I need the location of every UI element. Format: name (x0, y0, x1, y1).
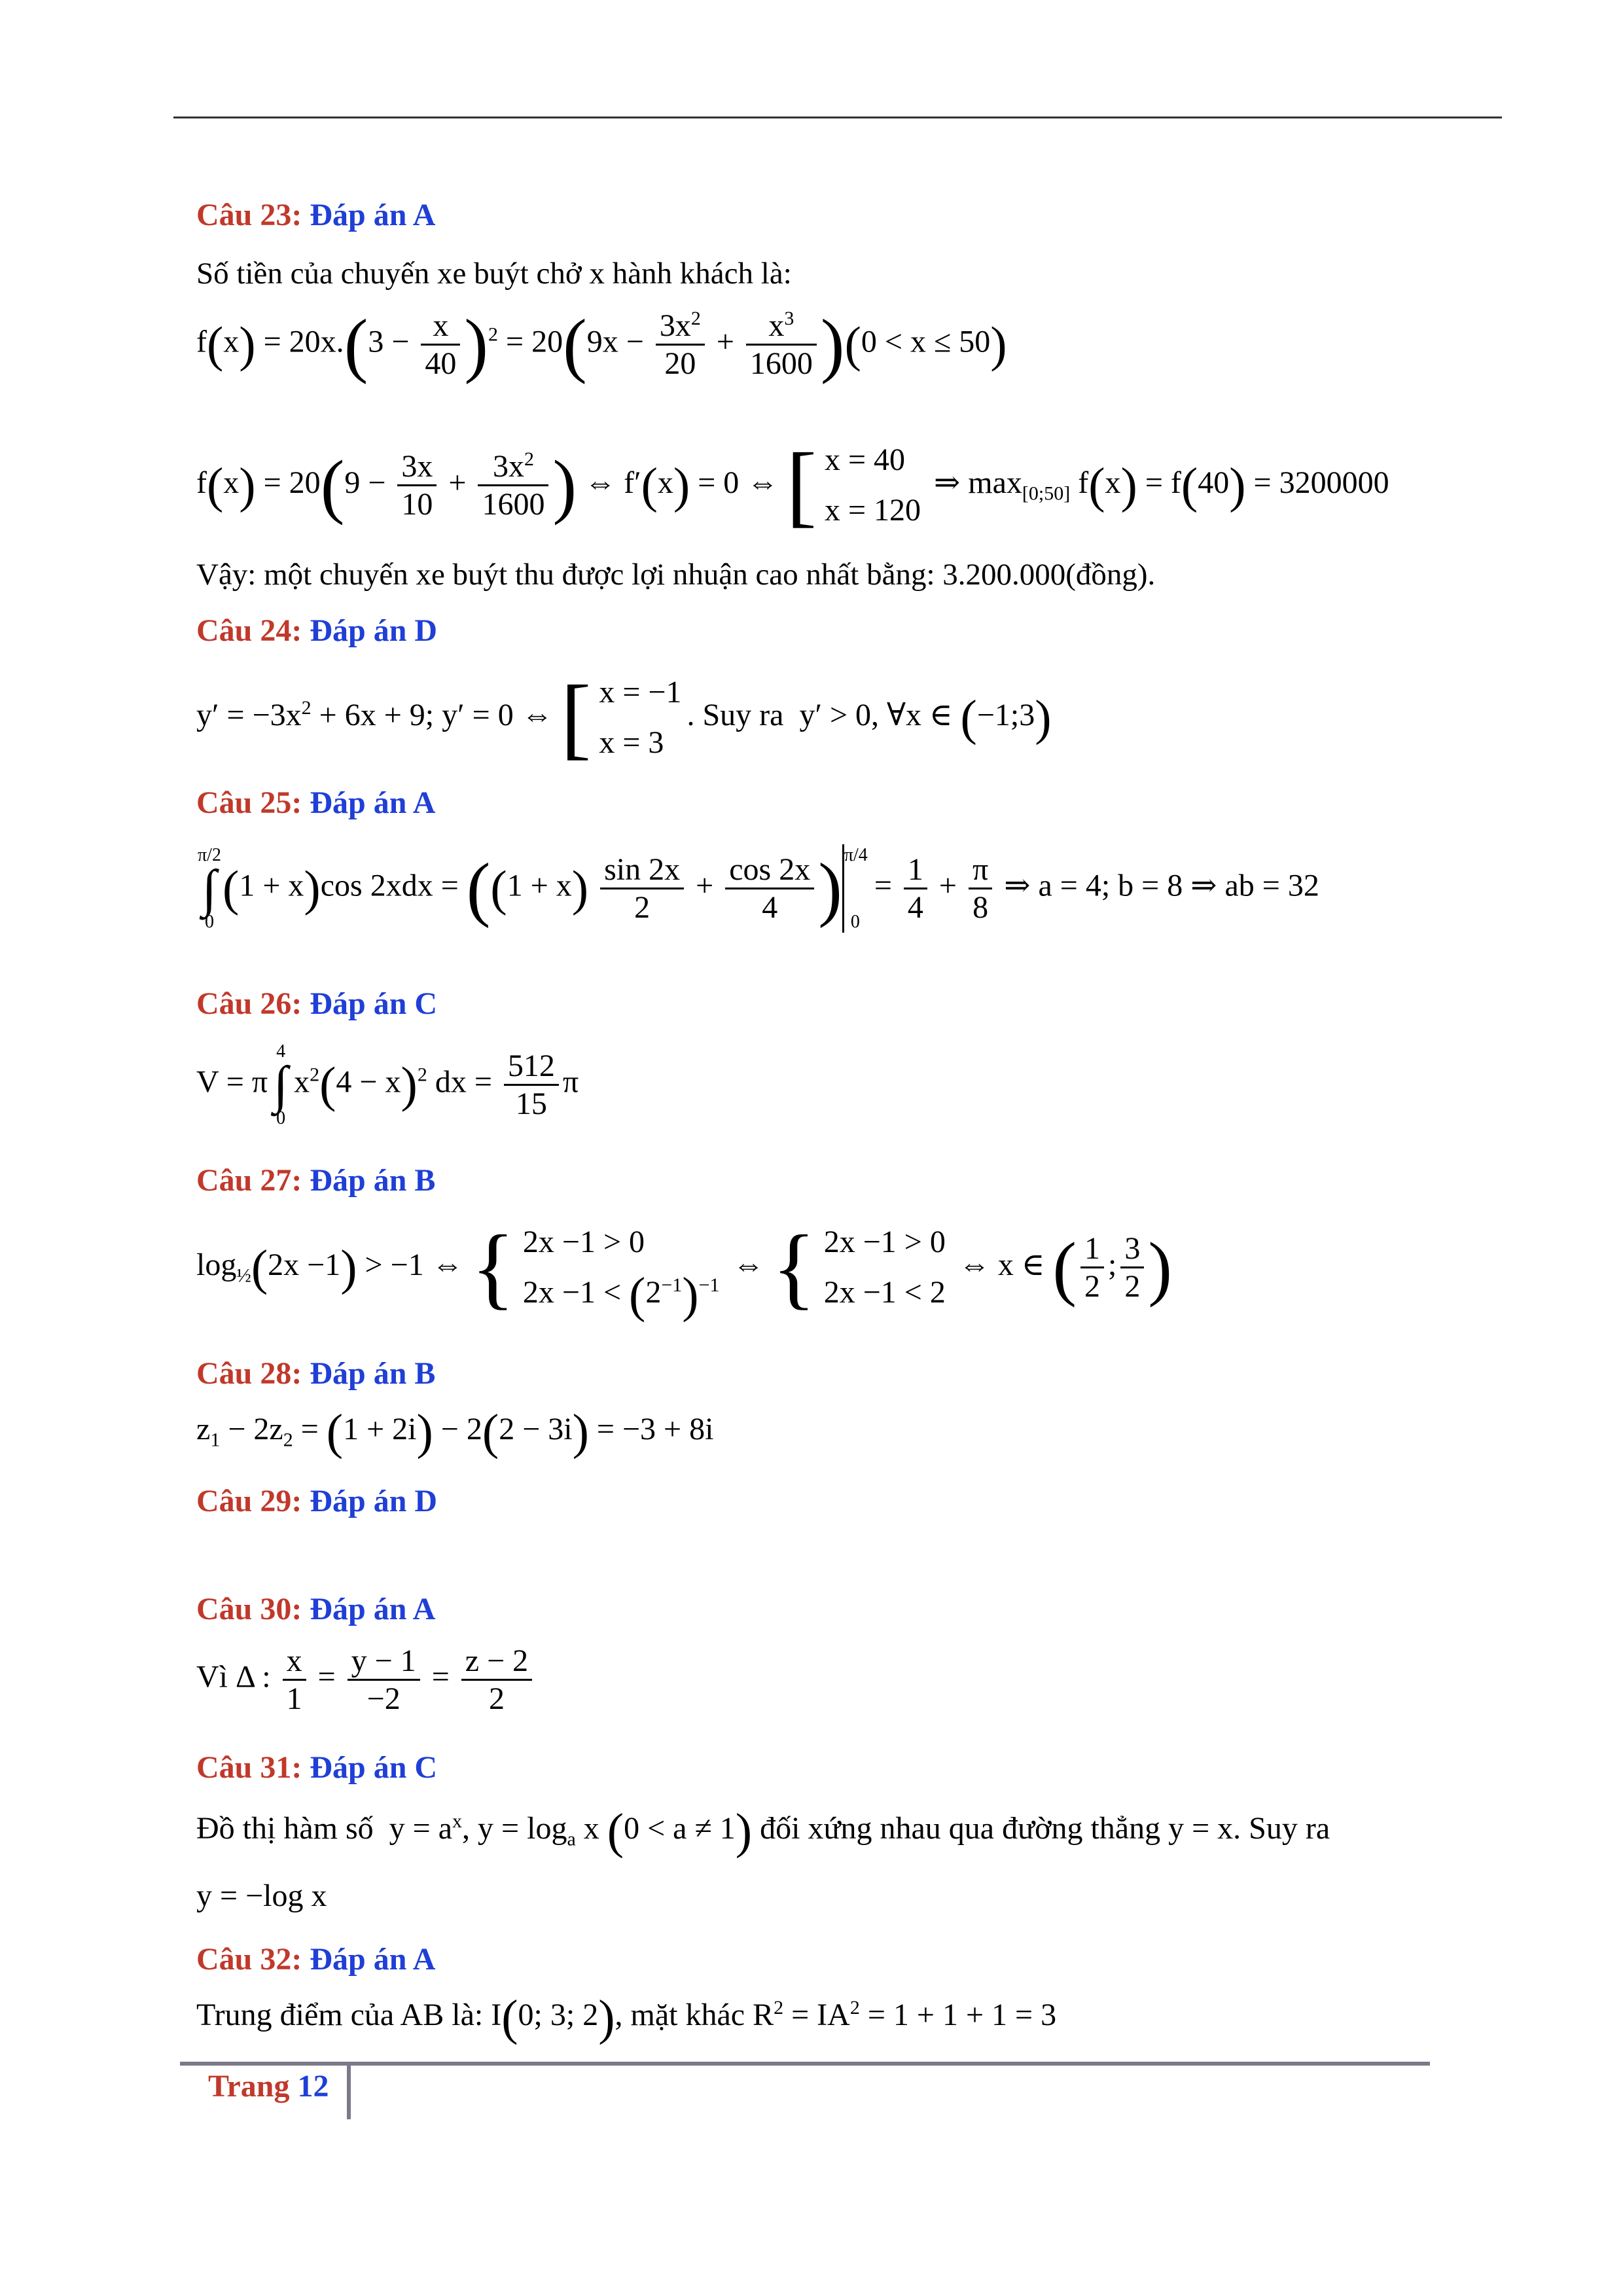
question-number: Câu 24: (196, 613, 302, 648)
q30-heading (196, 1590, 435, 1628)
question-number: Câu 25: (196, 785, 302, 820)
q31-body: Đồ thị hàm số $y = a^x$, $y = \log_a x$ (0 < a ≠ 1) đối xứng nhau qua đường thẳng y = x. Suy ra (196, 1803, 1330, 1859)
answer-key: Đáp án C (310, 986, 438, 1021)
q27-formula: $\log_{\frac{1}{2}}(2x -1) > -1$ ⇔ { 2x −1 > 0 $2x -1 < (2^{-1})^{-1}$ ⇔ { 2x −1 > 0 2x −1 < 2 ⇔ x ∈ ( $\frac{1}{2}$ ; $\frac{3}{2}$ ) (196, 1216, 1172, 1323)
q23-heading (196, 196, 435, 234)
q31-text-b: đối xứng nhau qua đường thẳng y = x. Suy ra (760, 1811, 1330, 1846)
question-number: Câu 30: (196, 1592, 302, 1626)
answer-key: Đáp án B (310, 1356, 436, 1391)
q31-result: y = −log x (196, 1878, 327, 1913)
answer-key: Đáp án A (310, 1942, 436, 1977)
footer-rule (180, 2062, 1430, 2066)
answer-key: Đáp án A (310, 785, 436, 820)
answer-key: Đáp án A (310, 198, 436, 232)
q28-heading (196, 1355, 435, 1393)
answer-key: Đáp án A (310, 1592, 436, 1626)
q23-intro: Số tiền của chuyến xe buýt chở x hành khách là: (196, 257, 792, 291)
q30-formula: Vì Δ : $\frac{x}{1}$ = $\frac{y - 1}{-2}$ = $\frac{z - 2}{2}$ (196, 1643, 536, 1717)
answer-key: Đáp án B (310, 1163, 436, 1198)
page-number: 12 (297, 2069, 329, 2104)
question-number: Câu 28: (196, 1356, 302, 1391)
page-label: Trang (208, 2069, 290, 2104)
question-number: Câu 31: (196, 1750, 302, 1785)
q31-heading (196, 1749, 437, 1787)
question-number: Câu 29: (196, 1484, 302, 1518)
q29-heading (196, 1482, 437, 1520)
footer-divider (347, 2066, 351, 2119)
q25-heading (196, 784, 435, 822)
q32-text-a: Trung điểm của AB là: (196, 1998, 484, 2032)
answer-key: Đáp án C (310, 1750, 438, 1785)
answer-key: Đáp án D (310, 1484, 438, 1518)
q32-text-b: , mặt khác (615, 1998, 745, 2032)
question-number: Câu 26: (196, 986, 302, 1021)
question-number: Câu 23: (196, 198, 302, 232)
q26-heading (196, 985, 437, 1023)
q23-conclusion: Vậy: một chuyến xe buýt thu được lợi nhuận cao nhất bằng: 3.200.000(đồng). (196, 558, 1156, 592)
q32-body: Trung điểm của AB là: I(0; 3; 2), mặt khác $R^2 = IA^2 = 1 + 1 + 1 = 3$ (196, 1990, 1057, 2045)
q24-formula: $y' = -3x^2 + 6x + 9$; y′ = 0 ⇔ [ x = −1 x = 3 . Suy ra y′ > 0, ∀x ∈ (−1;3) (196, 666, 1052, 768)
q26-formula: V = π 4 ∫ 0 $x^2(4 - x)^2$ dx = $\frac{512}{15}$ π (196, 1041, 579, 1128)
q32-heading (196, 1941, 435, 1979)
q25-formula: π/2 ∫ 0 (1 + x)cos 2xdx = ((1 + x) $\frac{\sin 2x}{2}$ + $\frac{\cos 2x}{4}$ ) π/4 0 = $\frac{1}{4}$ + $\frac{\pi}{8}$ ⇒ a = 4; b = 8 ⇒ ab = 32 (198, 845, 1319, 932)
q27-heading (196, 1162, 435, 1200)
q30-prefix: Vì (196, 1659, 228, 1695)
question-number: Câu 27: (196, 1163, 302, 1198)
answer-key: Đáp án D (310, 613, 438, 648)
q24-heading (196, 612, 437, 650)
q31-text-a: Đồ thị hàm số (196, 1811, 374, 1846)
q23-formula-1: f(x) = 20x.(3 − $\frac{x}{40}$ )$^2$ = 20(9x − $\frac{3x^2}{20}$ + $\frac{x^3}{1600}$ )(0 < x ≤ 50) (196, 304, 1007, 385)
q23-formula-2: f(x) = 20(9 − $\frac{3x}{10}$ + $\frac{3x^2}{1600}$ ) ⇔ f′(x) = 0 ⇔ [ x = 40 x = 120 ⇒ $\max_{[0;50]} f(x) = f(40) = 3200000$ (196, 434, 1389, 536)
page-footer (208, 2068, 329, 2104)
header-rule (173, 117, 1502, 118)
question-number: Câu 32: (196, 1942, 302, 1977)
q28-formula: $z_1 - 2z_2 = (1 + 2i) - 2(2 - 3i) = -3 + 8i$ (196, 1404, 714, 1460)
